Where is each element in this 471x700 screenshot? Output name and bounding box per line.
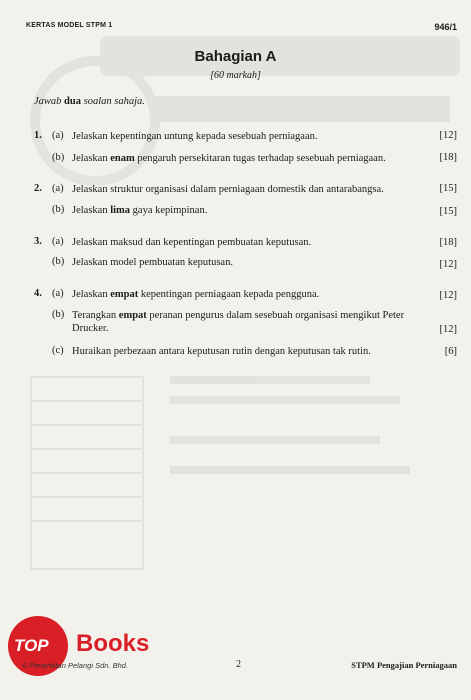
part-marks: [12]	[439, 324, 457, 335]
part-marks: [12]	[439, 290, 457, 301]
publisher-credit: © Penerbitan Pelangi Sdn. Bhd.	[22, 661, 129, 670]
question-number: 3.	[34, 236, 42, 247]
part-label: (a)	[52, 183, 64, 194]
part-marks: [18]	[439, 152, 457, 163]
part-label: (a)	[52, 236, 64, 247]
part-text-continued: Drucker.	[72, 323, 109, 334]
instruction-text: Jawab dua soalan sahaja.	[34, 96, 145, 107]
part-text: Jelaskan maksud dan kepentingan pembuatan keputusan.	[72, 237, 312, 248]
subject-footer: STPM Pengajian Perniagaan	[351, 660, 457, 670]
part-text: Jelaskan lima gaya kepimpinan.	[72, 205, 208, 216]
part-marks: [15]	[439, 206, 457, 217]
part-marks: [15]	[439, 183, 457, 194]
part-marks: [12]	[439, 130, 457, 141]
part-text: Jelaskan empat kepentingan perniagaan kepada pengguna.	[72, 289, 320, 300]
part-text: Jelaskan kepentingan untung kepada sesebuah perniagaan.	[72, 131, 318, 142]
part-label: (c)	[52, 345, 64, 356]
part-marks: [12]	[439, 259, 457, 270]
part-marks: [6]	[444, 346, 457, 357]
part-text: Terangkan empat peranan pengurus dalam sesebuah organisasi mengikut Peter	[72, 310, 405, 321]
part-label: (a)	[52, 288, 64, 299]
part-label: (a)	[52, 130, 64, 141]
part-label: (b)	[52, 309, 65, 320]
part-text: Jelaskan struktur organisasi dalam perniagaan domestik dan antarabangsa.	[72, 184, 384, 195]
section-title: Bahagian A	[194, 48, 277, 65]
part-label: (b)	[52, 256, 65, 267]
part-text: Jelaskan enam pengaruh persekitaran tugas terhadap sesebuah perniagaan.	[72, 153, 386, 164]
paper-title-header: KERTAS MODEL STPM 1	[26, 22, 113, 29]
question-number: 2.	[34, 183, 42, 194]
part-marks: [18]	[439, 237, 457, 248]
paper-code-header: 946/1	[434, 22, 457, 32]
part-text: Jelaskan model pembuatan keputusan.	[72, 257, 233, 268]
page-number: 2	[236, 659, 241, 670]
part-text: Huraikan perbezaan antara keputusan rutin dengan keputusan tak rutin.	[72, 346, 371, 357]
part-label: (b)	[52, 152, 65, 163]
section-marks: [60 markah]	[210, 70, 261, 81]
question-number: 4.	[34, 288, 42, 299]
question-number: 1.	[34, 130, 42, 141]
topbooks-watermark-logo: TOP Books	[8, 614, 198, 672]
part-label: (b)	[52, 204, 65, 215]
